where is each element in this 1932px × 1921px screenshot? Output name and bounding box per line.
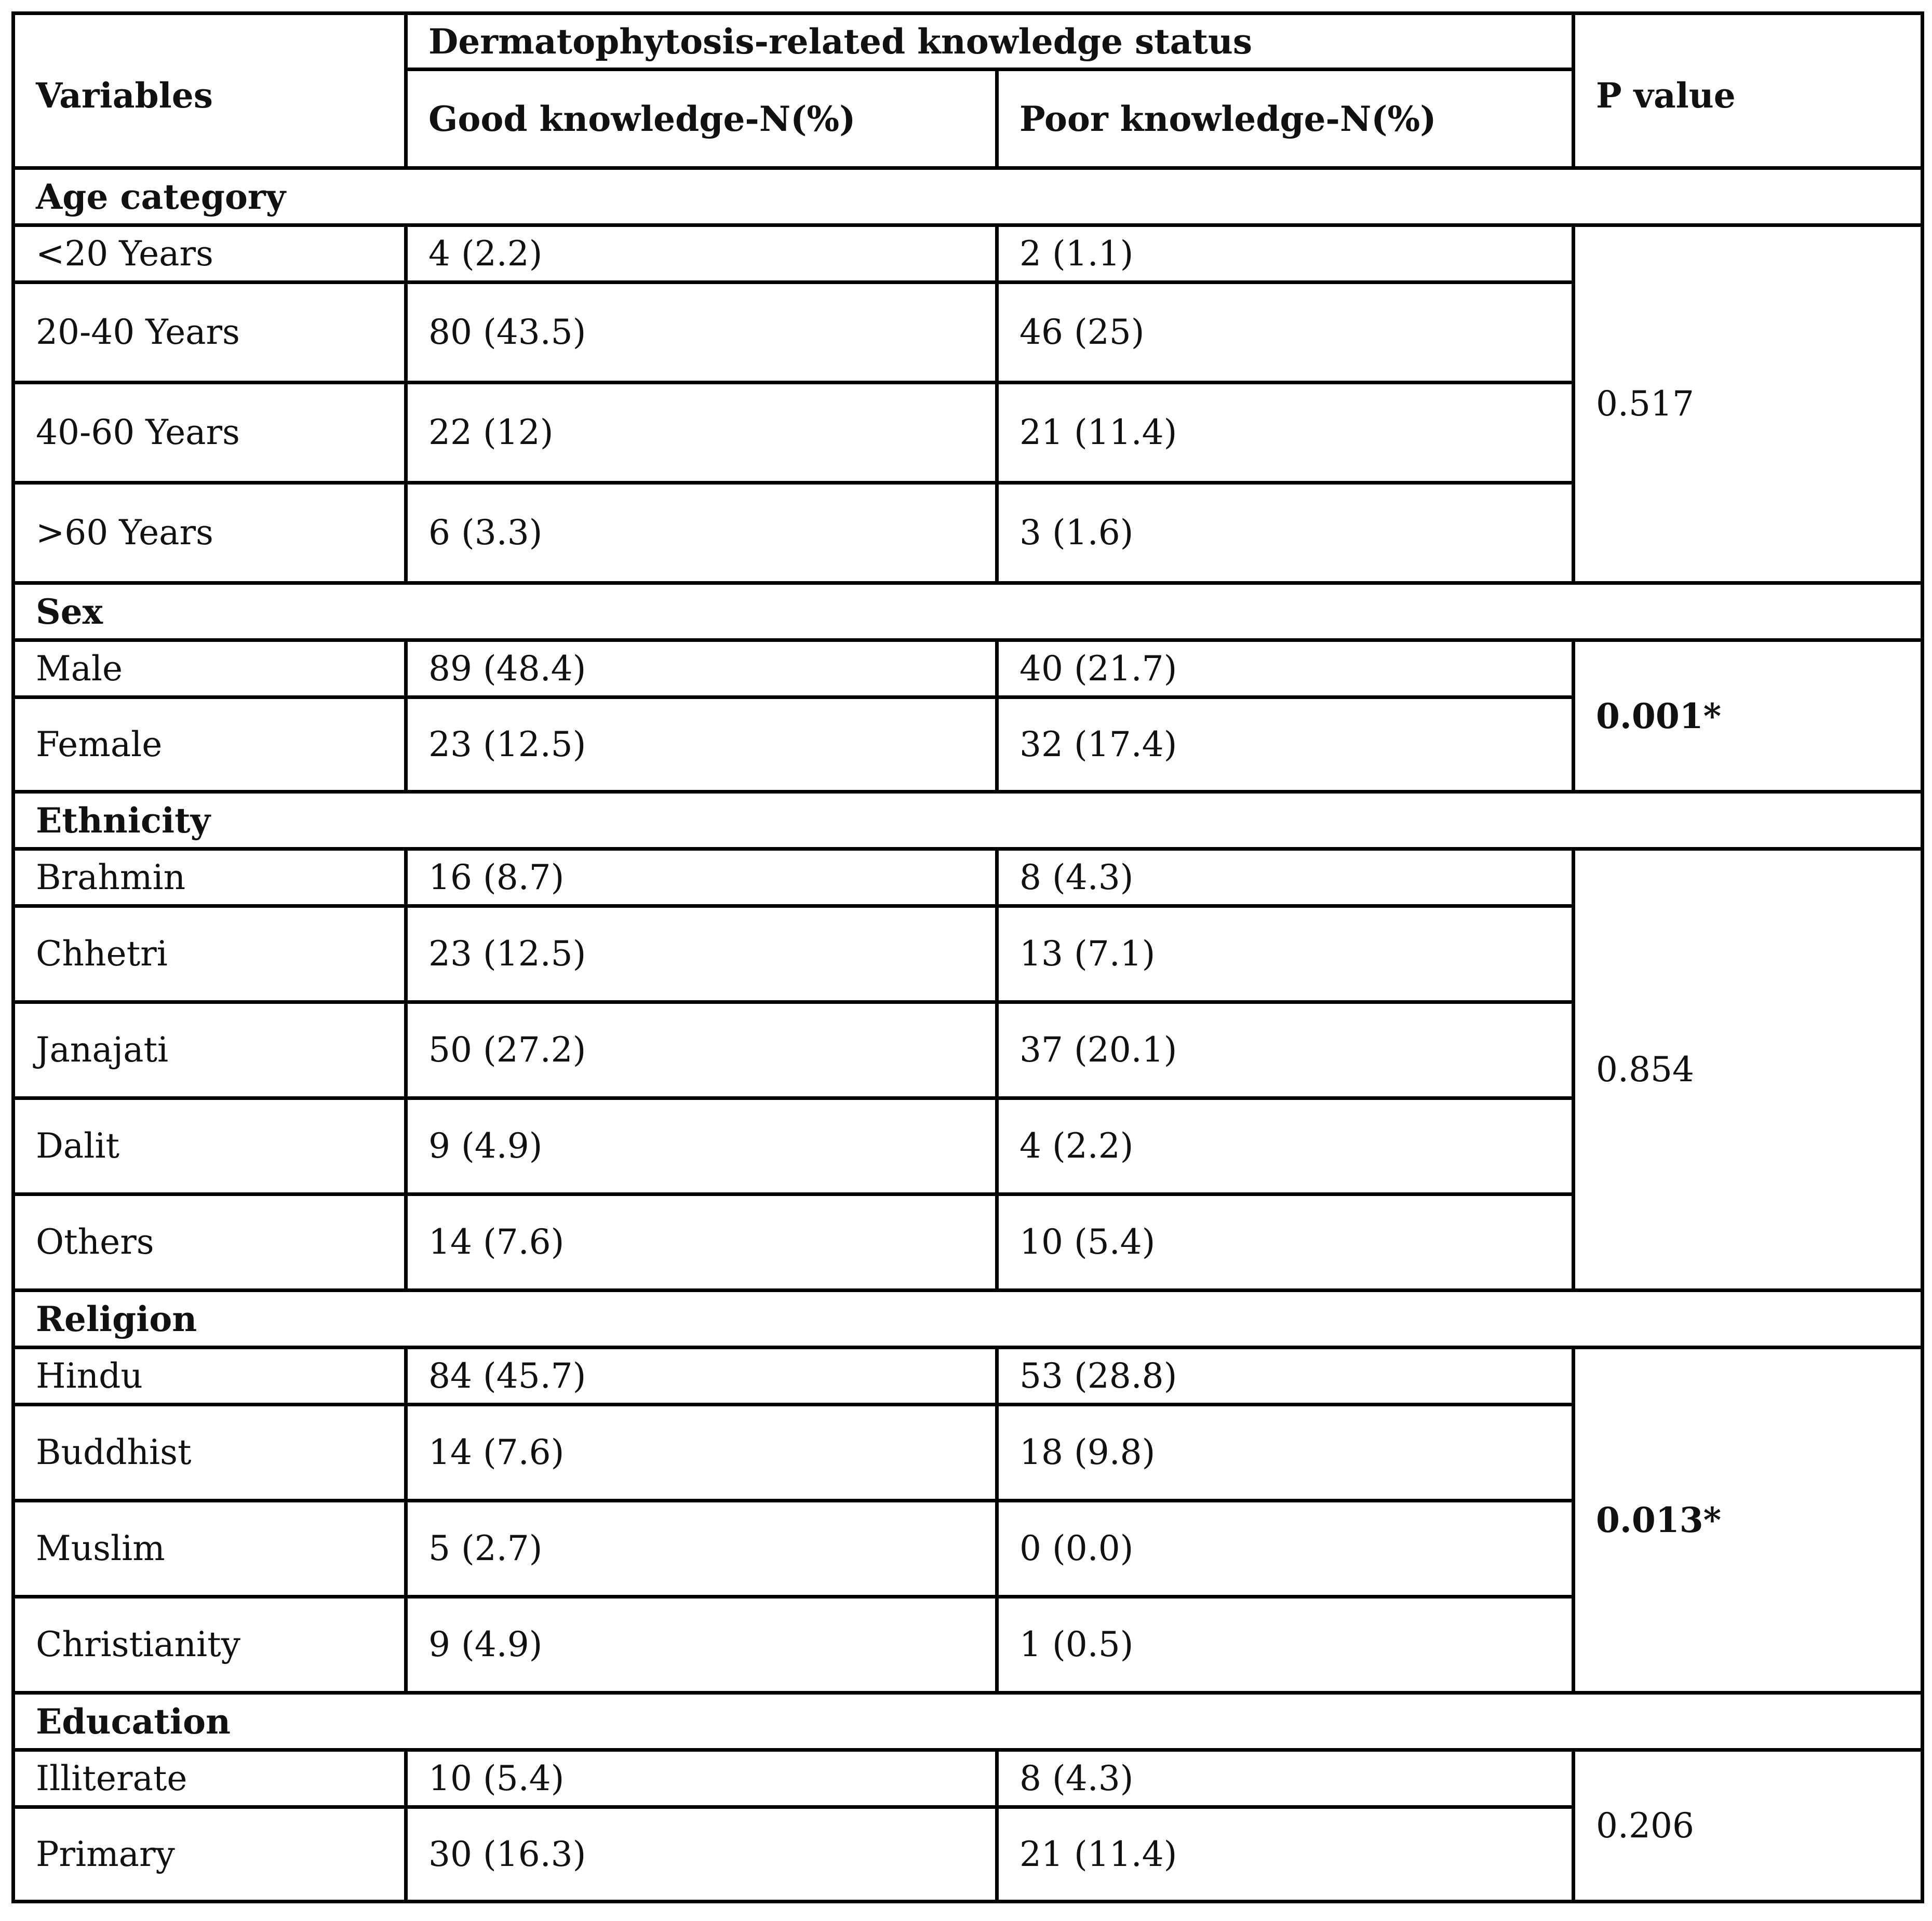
category-row-religion <box>14 1291 1923 1348</box>
good-value: 50 (27.2) <box>406 1002 997 1098</box>
poor-value: 21 (11.4) <box>997 383 1574 483</box>
category-label: Ethnicity <box>14 792 1923 849</box>
table-row <box>14 849 1923 906</box>
row-label: Illiterate <box>14 1750 406 1807</box>
poor-value: 3 (1.6) <box>997 483 1574 583</box>
row-label: Male <box>14 640 406 697</box>
poor-value: 2 (1.1) <box>997 225 1574 283</box>
good-value: 9 (4.9) <box>406 1098 997 1194</box>
row-label: Others <box>14 1194 406 1291</box>
good-value: 23 (12.5) <box>406 697 997 792</box>
good-value: 14 (7.6) <box>406 1405 997 1501</box>
poor-value: 8 (4.3) <box>997 849 1574 906</box>
poor-value: 8 (4.3) <box>997 1750 1574 1807</box>
row-label: 20-40 Years <box>14 283 406 383</box>
row-label: 40-60 Years <box>14 383 406 483</box>
table-row <box>14 225 1923 283</box>
good-value: 5 (2.7) <box>406 1501 997 1597</box>
poor-value: 32 (17.4) <box>997 697 1574 792</box>
category-row-sex <box>14 583 1923 640</box>
good-value: 22 (12) <box>406 383 997 483</box>
p-value-cell: 0.854 <box>1574 849 1923 1291</box>
row-label: <20 Years <box>14 225 406 283</box>
category-label: Age category <box>14 168 1923 225</box>
category-row-education <box>14 1693 1923 1750</box>
category-label: Religion <box>14 1291 1923 1348</box>
good-value: 23 (12.5) <box>406 906 997 1002</box>
row-label: Dalit <box>14 1098 406 1194</box>
good-value: 16 (8.7) <box>406 849 997 906</box>
poor-value: 0 (0.0) <box>997 1501 1574 1597</box>
good-value: 84 (45.7) <box>406 1348 997 1405</box>
p-value-cell: 0.206 <box>1574 1750 1923 1902</box>
header-variables: Variables <box>14 14 406 168</box>
p-value-cell-significant: 0.013* <box>1574 1348 1923 1693</box>
poor-value: 53 (28.8) <box>997 1348 1574 1405</box>
good-value: 89 (48.4) <box>406 640 997 697</box>
row-label: Janajati <box>14 1002 406 1098</box>
poor-value: 40 (21.7) <box>997 640 1574 697</box>
header-knowledge-status: Dermatophytosis-related knowledge status <box>406 14 1574 70</box>
header-good-knowledge: Good knowledge-N(%) <box>406 70 997 168</box>
row-label: Female <box>14 697 406 792</box>
header-p-value: P value <box>1574 14 1923 168</box>
p-value-cell: 0.517 <box>1574 225 1923 583</box>
poor-value: 10 (5.4) <box>997 1194 1574 1291</box>
row-label: Buddhist <box>14 1405 406 1501</box>
header-row-1 <box>14 14 1923 70</box>
header-poor-knowledge: Poor knowledge-N(%) <box>997 70 1574 168</box>
row-label: Christianity <box>14 1597 406 1693</box>
poor-value: 46 (25) <box>997 283 1574 383</box>
row-label: Chhetri <box>14 906 406 1002</box>
table-row <box>14 1750 1923 1807</box>
category-label: Education <box>14 1693 1923 1750</box>
category-row-ethnicity <box>14 792 1923 849</box>
good-value: 4 (2.2) <box>406 225 997 283</box>
row-label: Brahmin <box>14 849 406 906</box>
row-label: Muslim <box>14 1501 406 1597</box>
poor-value: 21 (11.4) <box>997 1807 1574 1902</box>
good-value: 6 (3.3) <box>406 483 997 583</box>
poor-value: 13 (7.1) <box>997 906 1574 1002</box>
knowledge-status-table <box>11 11 1924 1903</box>
poor-value: 18 (9.8) <box>997 1405 1574 1501</box>
row-label: Primary <box>14 1807 406 1902</box>
good-value: 9 (4.9) <box>406 1597 997 1693</box>
table-row <box>14 1348 1923 1405</box>
p-value-cell-significant: 0.001* <box>1574 640 1923 792</box>
good-value: 10 (5.4) <box>406 1750 997 1807</box>
good-value: 30 (16.3) <box>406 1807 997 1902</box>
good-value: 80 (43.5) <box>406 283 997 383</box>
category-row-age <box>14 168 1923 225</box>
table-row <box>14 640 1923 697</box>
row-label: Hindu <box>14 1348 406 1405</box>
category-label: Sex <box>14 583 1923 640</box>
poor-value: 4 (2.2) <box>997 1098 1574 1194</box>
good-value: 14 (7.6) <box>406 1194 997 1291</box>
poor-value: 1 (0.5) <box>997 1597 1574 1693</box>
poor-value: 37 (20.1) <box>997 1002 1574 1098</box>
row-label: >60 Years <box>14 483 406 583</box>
